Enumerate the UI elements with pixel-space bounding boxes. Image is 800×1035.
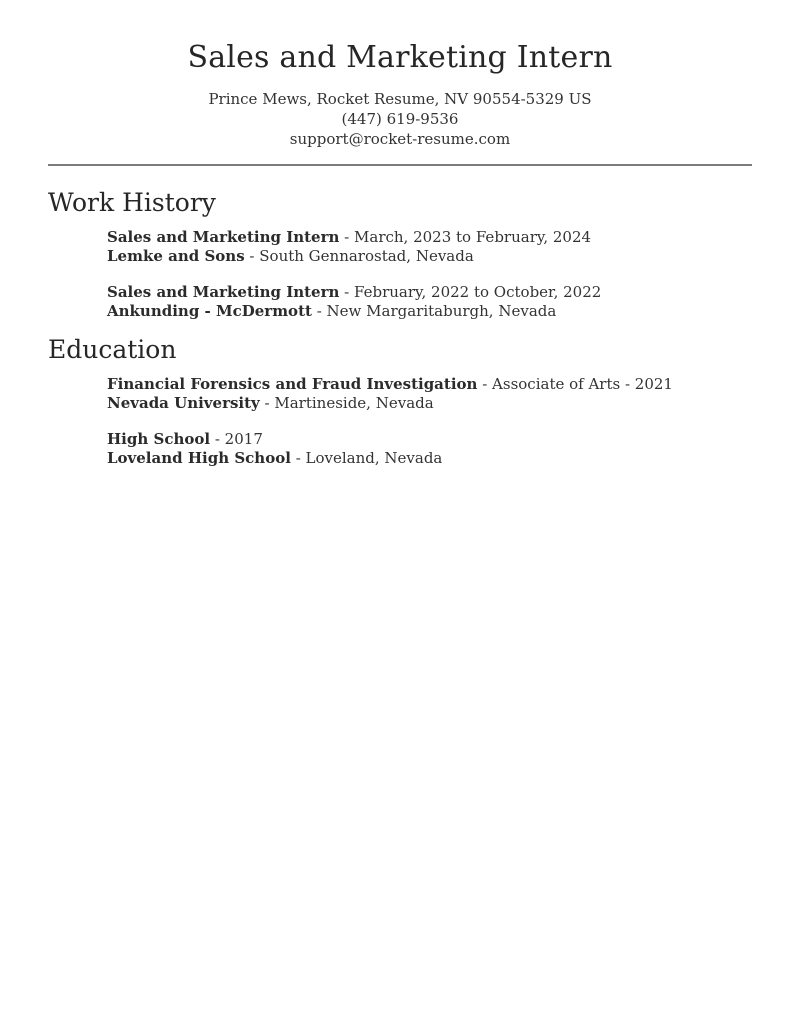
entry-organization: Ankunding - McDermott (107, 301, 312, 320)
header-divider (48, 164, 752, 166)
entry-location: - Martineside, Nevada (259, 393, 434, 412)
contact-email: support@rocket-resume.com (289, 130, 511, 148)
section-work-history (48, 187, 752, 320)
education-entry (107, 430, 752, 467)
section-education (48, 334, 752, 467)
contact-address: Prince Mews, Rocket Resume, NV 90554-5329 US (208, 90, 592, 108)
contact-phone: (447) 619-9536 (341, 110, 459, 128)
entry-location: - Loveland, Nevada (290, 448, 443, 467)
entry-location: - New Margaritaburgh, Nevada (311, 301, 557, 320)
entry-organization: Lemke and Sons (107, 246, 245, 265)
resume-header (48, 0, 752, 149)
education-entry-title-line (107, 430, 752, 449)
contact-block (48, 89, 752, 149)
entry-dates: - 2017 (210, 430, 263, 448)
entry-title: Sales and Marketing Intern (107, 228, 340, 246)
work-history-heading: Work History (48, 188, 216, 217)
entry-dates: - Associate of Arts - 2021 (477, 375, 673, 393)
education-entry-org-line (107, 394, 752, 413)
education-entry-org-line (107, 449, 752, 468)
entry-title: Financial Forensics and Fraud Investigation (107, 375, 478, 393)
work-entry (107, 283, 752, 320)
work-entry-org-line (107, 302, 752, 321)
work-entry-org-line (107, 247, 752, 266)
entry-location: - South Gennarostad, Nevada (244, 246, 474, 265)
entry-title: High School (107, 430, 211, 448)
entry-organization: Nevada University (107, 393, 260, 412)
page-title: Sales and Marketing Intern (187, 40, 613, 75)
work-history-entries (48, 228, 752, 320)
education-entry (107, 375, 752, 412)
entry-title: Sales and Marketing Intern (107, 283, 340, 301)
entry-dates: - March, 2023 to February, 2024 (339, 228, 592, 246)
entry-dates: - February, 2022 to October, 2022 (339, 283, 602, 301)
entry-organization: Loveland High School (107, 448, 291, 467)
education-entries (48, 375, 752, 467)
education-entry-title-line (107, 375, 752, 394)
work-entry-title-line (107, 283, 752, 302)
work-entry-title-line (107, 228, 752, 247)
education-heading: Education (48, 335, 177, 364)
work-entry (107, 228, 752, 265)
